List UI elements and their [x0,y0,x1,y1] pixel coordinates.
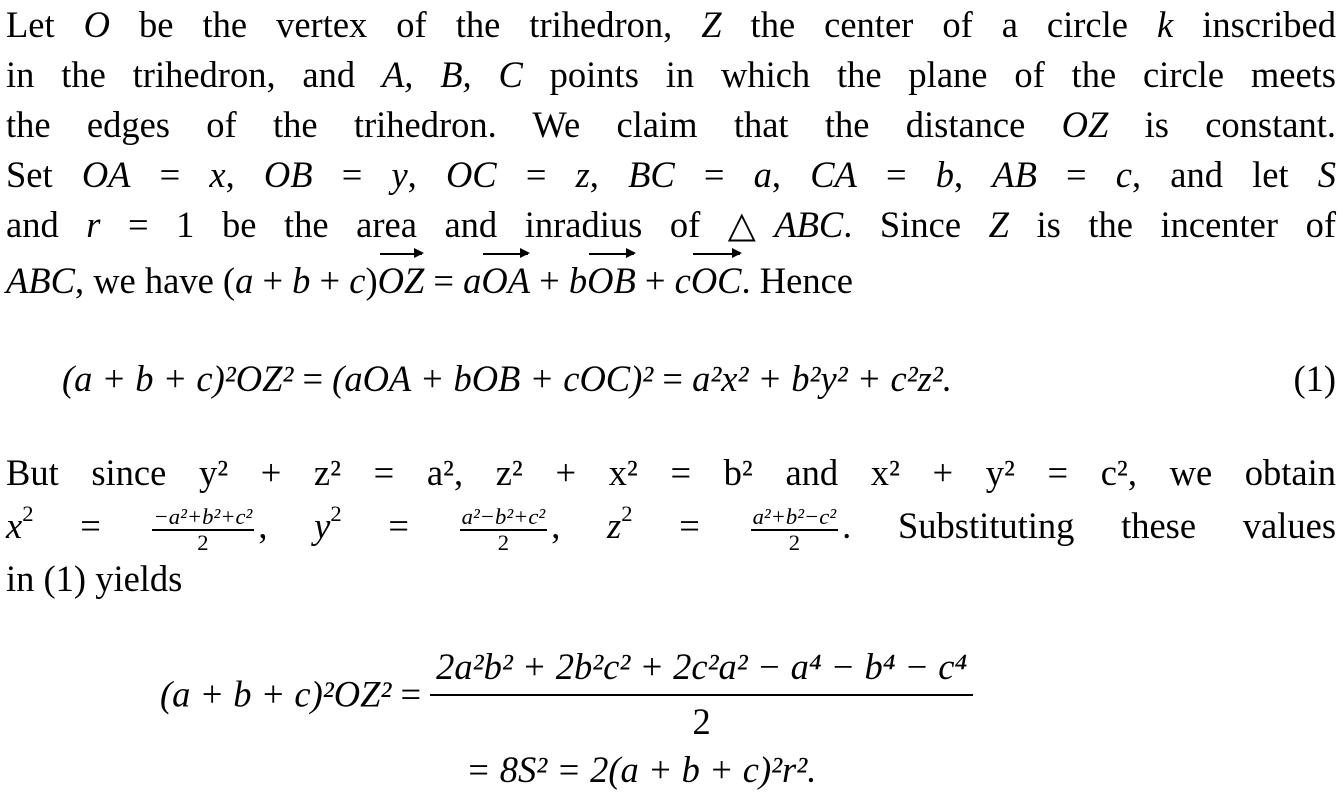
vector-oa: OA [481,256,530,306]
text-line: and r = 1 be the area and inradius of △ABC. Since Z is the incenter of [6,204,1336,245]
text-line: in (1) yields [6,558,183,600]
text-line: ABC, we have (a + b + c)OZ = aOA + bOB + cOC. Hence [6,256,1336,306]
equation-2-line-2: = 8S² = 2(a + b + c)²r². [466,749,817,790]
paragraph-2 [6,448,1336,604]
vector-oc: OC [691,256,742,306]
equation-1: (a + b + c)²OZ² = (aOA + bOB + cOC)² = a²x² + b²y² + c²z². [62,358,952,399]
fraction-big: $\frac{\text{2a²b² + 2b²c² + 2c²a² − a⁴ − b⁴ − c⁴}}{2}$ [430,645,973,743]
text-line: But since y² + z² = a², z² + x² = b² and x² + y² = c², we obtain [6,452,1336,493]
text-line: $x^2$ = $\frac{\text{−a²+b²+c²}}{2}$ , $y^2$ = $\frac{\text{a²−b²+c²}}{2}$ , $z^2$ = $\frac{\text{a²+b²−c²}}{2}$ . Substituting these values [6,501,1337,555]
fraction-y2: $\frac{\text{a²−b²+c²}}{2}$ [461,503,546,555]
fraction-x2: $\frac{\text{−a²+b²+c²}}{2}$ [153,503,253,555]
fraction-z2: $\frac{\text{a²+b²−c²}}{2}$ [752,503,837,555]
text-line: the edges of the trihedron. We claim that the distance OZ is constant. [6,104,1336,145]
vector-ob: OB [587,256,636,306]
vector-oz: OZ [378,256,425,306]
paragraph-1 [6,0,1336,306]
text-line: in the trihedron, and A, B, C points in which the plane of the circle meets [6,54,1336,95]
equation-2: (a + b + c)²OZ² = $\frac{\text{2a²b² + 2b²c² + 2c²a² − a⁴ − b⁴ − c⁴}}{2}$ [160,645,973,743]
text-line: Let O be the vertex of the trihedron, Z the center of a circle k inscribed [6,4,1337,45]
equation-number: (1) [1293,358,1336,399]
text-line: Set OA = x, OB = y, OC = z, BC = a, CA = b, AB = c, and let S [6,154,1337,195]
